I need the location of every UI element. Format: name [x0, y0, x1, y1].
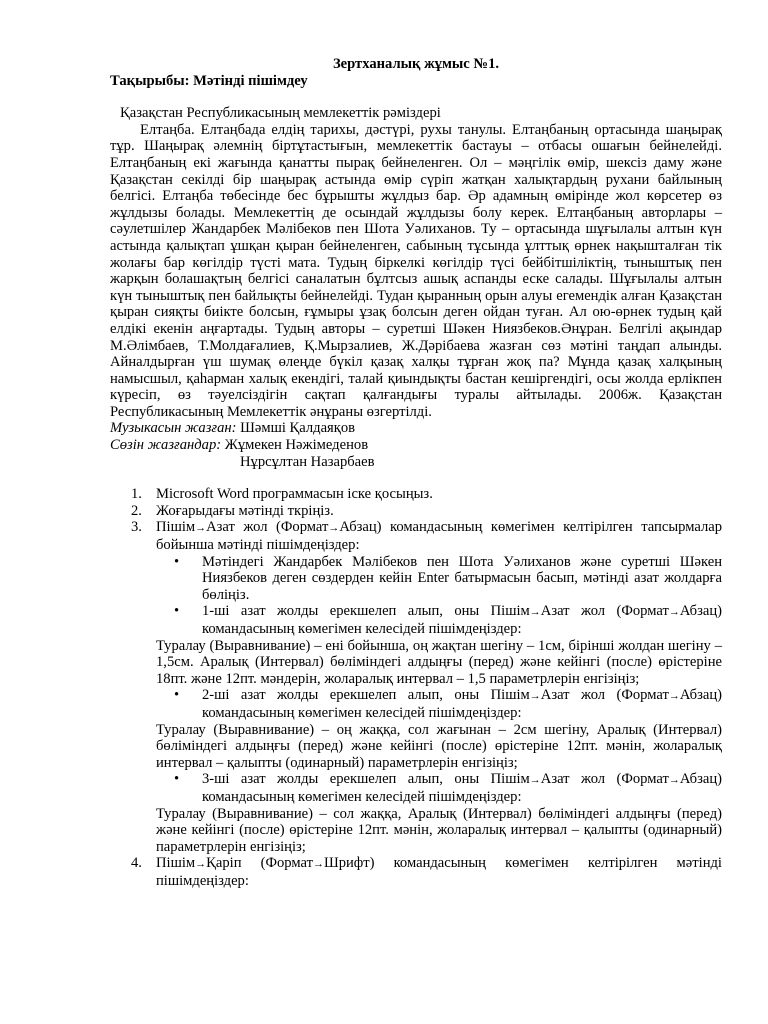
subtask-text: Азат жол (Формат — [540, 603, 669, 620]
subtitle-label: Тақырыбы — [110, 72, 185, 89]
arrow-icon: → — [668, 690, 680, 703]
param-text-2: Туралау (Выравнивание) – оң жаққа, сол жағынан – 2см шегіну, Аралық (Интервал) бөліміндегі алдыңғы (перед) және кейінгі (после) өрістеріне 12пт. мәнін, жоларалық интервал – қалыпты (одинарный) параметрлерін енгізіңіз; — [156, 721, 722, 771]
subtask-text: Абзац) командасының көмегімен келесідей пішімдеңіздер: — [202, 603, 723, 637]
task-number: 2. — [131, 502, 142, 519]
lyrics-credit — [110, 437, 722, 454]
document-body — [110, 56, 722, 890]
arrow-icon: → — [668, 774, 680, 787]
param-text-1: Туралау (Выравнивание) – ені бойынша, оң жақтан шегіну – 1см, бірінші жолдан шегіну – 1,5см. Аралық (Интервал) бөліміндегі алдыңғы (перед) және кейінгі (после) өрістеріне 18пт. және 12пт. мәндерін, жоларалық интервал – 1,5 параметрлерін енгізіңіз; — [156, 637, 722, 687]
subtask-text: Азат жол (Формат — [540, 687, 669, 704]
bullet-icon: • — [174, 687, 180, 704]
subtask-list — [156, 554, 722, 638]
arrow-icon: → — [668, 606, 680, 619]
bullet-icon: • — [174, 603, 180, 620]
arrow-icon: → — [328, 522, 340, 535]
lyrics-author-2: Нұрсұлтан Назарбаев — [240, 453, 375, 470]
subtask-text: 2-ші азат жолды ерекшелеп алып, оны Пішім — [202, 687, 530, 704]
music-label: Музыкасын жазған: — [110, 420, 237, 437]
task-number: 3. — [131, 519, 142, 536]
subtask-text: Абзац) командасының көмегімен келесідей пішімдеңіздер: — [202, 771, 723, 805]
lyrics-author-1: Жұмекен Нәжімеденов — [221, 437, 369, 454]
doc-subtitle — [110, 73, 722, 90]
bullet-icon: • — [174, 771, 180, 788]
task-item-2 — [110, 503, 722, 520]
task-item-3 — [110, 519, 722, 855]
arrow-icon: → — [529, 774, 541, 787]
section-heading: Қазақстан Республикасының мемлекеттік рәміздері — [120, 105, 441, 122]
arrow-icon: → — [195, 858, 207, 871]
task-text: Microsoft Word программасын іске қосыңыз. — [156, 486, 433, 503]
task-item-4 — [110, 855, 722, 889]
arrow-icon: → — [529, 606, 541, 619]
task-number: 4. — [131, 855, 142, 872]
task-text: Азат жол (Формат — [206, 519, 329, 536]
subtask-text: 1-ші азат жолды ерекшелеп алып, оны Пішім — [202, 603, 530, 620]
task-text: Пішім — [156, 519, 196, 536]
subtask-item — [156, 771, 722, 805]
subtask-text: Мәтіндегі Жандарбек Мәлібеков пен Шота Уәлиханов және суретші Шәкен Ниязбеков деген сөздерден кейін Enter батырмасын басып, мәтінді азат жолдарға бөліңіз. — [202, 553, 722, 603]
lyrics-credit-2 — [110, 454, 722, 471]
music-author: Шәмші Қалдаяқов — [236, 420, 356, 437]
task-item-1 — [110, 486, 722, 503]
subtask-item — [156, 554, 722, 604]
arrow-icon: → — [195, 522, 207, 535]
task-list — [110, 486, 722, 889]
subtask-list — [156, 771, 722, 805]
subtask-list — [156, 687, 722, 721]
subtask-text: Абзац) командасының көмегімен келесідей пішімдеңіздер: — [202, 687, 723, 721]
task-text: Шрифт) командасының көмегімен келтірілген мәтінді пішімдеңіздер: — [156, 855, 722, 889]
task-text: Жоғарыдағы мәтінді ткріңіз. — [156, 502, 334, 519]
task-text: Абзац) командасының көмегімен келтірілген тапсырмалар бойынша мәтінді пішімдеңіздер: — [156, 519, 723, 554]
symbols-paragraph: Елтаңба. Елтаңбада елдің тарихы, дәстүрі, рухы танулы. Елтаңбаның ортасында шаңырақ тұр. Шаңырақ әлемнің біртұтастығын, мемлекеттік бастауы – отбасы ошағын бейнелейді. Елтаңбаның екі жағында қанатты пырақ бейнеленген. Ол – мәңгілік өмір, шексіз даму және Қазақстан секілді бір шаңырақ астында өмір сүріп жатқан халықтардың рухани байлының белгісі. Елтаңба төбесінде бес бұрышты жұлдыз бар. Әр адамның өмірінде жол көрсетер өз жұлдызы болады. Мемлекеттің де осындай жұлдызы болу керек. Елтаңбаның авторлары – сәулетшілер Жандарбек Мәлібеков пен Шота Уәлиханов. Ту – ортасында шұғылалы алтын күн астында қалықтап ұшқан қыран бейнеленген, сабының тұсында ұлттық өрнек нақышталған тік жолағы бар көгілдір түсті мата. Тудың біркелкі көгілдір түсі бейбітшіліктің, тыныштық пен жарқын болашақтың белгісі саналатын бұлтсыз ашық аспанды еске салады. Шұғылалы алтын күн тыныштық пен байлықты бейнелейді. Тудан қыранның орын алуы егемендік алған Қазақстан қыран сияқты биікте болсын, ғұмыры ұзақ болсын деген ойдан туған. Ал ою-өрнек тудың қай елдікі екенін аңғартады. Тудың авторы – суретші Шәкен Ниязбеков.Әнұран. Белгілі ақындар М.Әлімбаев, Т.Молдағалиев, Қ.Мырзалиев, Ж.Дәрібаева жазған сөз мәтіні таңдап алынды. Айналдырған үш шумақ өлеңде бүкіл қазақ халқы тұрған жоқ па? Мұнда қазақ халқының намысшыл, қаһарман халық екендігі, талай қиындықты бастан кешіргендігі, осы жолда ерлікпен күресіп, өз тәуелсіздігін сақтап қалғандығы туралы айтылады. 2006ж. Қазақстан Республикасының Мемлекеттік әнұраны өзгертілді. — [110, 121, 722, 420]
music-credit — [110, 420, 722, 437]
lyrics-label: Сөзін жазғандар: — [110, 437, 222, 454]
subtask-item — [156, 687, 722, 721]
task-text: Қаріп (Формат — [206, 855, 313, 872]
subtask-text: Азат жол (Формат — [540, 771, 669, 788]
param-text-3: Туралау (Выравнивание) – сол жаққа, Аралық (Интервал) бөліміндегі алдыңғы (перед) және кейінгі (после) өрістеріне 12пт. мәнін, жоларалық интервал – қалыпты (одинарный) параметрлерін енгізіңіз; — [156, 805, 722, 855]
subtitle-text: : Мәтінді пішімдеу — [184, 72, 308, 89]
arrow-icon: → — [312, 858, 324, 871]
task-text: Пішім — [156, 855, 196, 872]
arrow-icon: → — [529, 690, 541, 703]
doc-title: Зертханалық жұмыс №1. — [332, 56, 500, 72]
subtask-item — [156, 603, 722, 637]
subtask-text: 3-ші азат жолды ерекшелеп алып, оны Пішім — [202, 771, 530, 788]
bullet-icon: • — [174, 553, 180, 570]
task-number: 1. — [131, 486, 142, 503]
